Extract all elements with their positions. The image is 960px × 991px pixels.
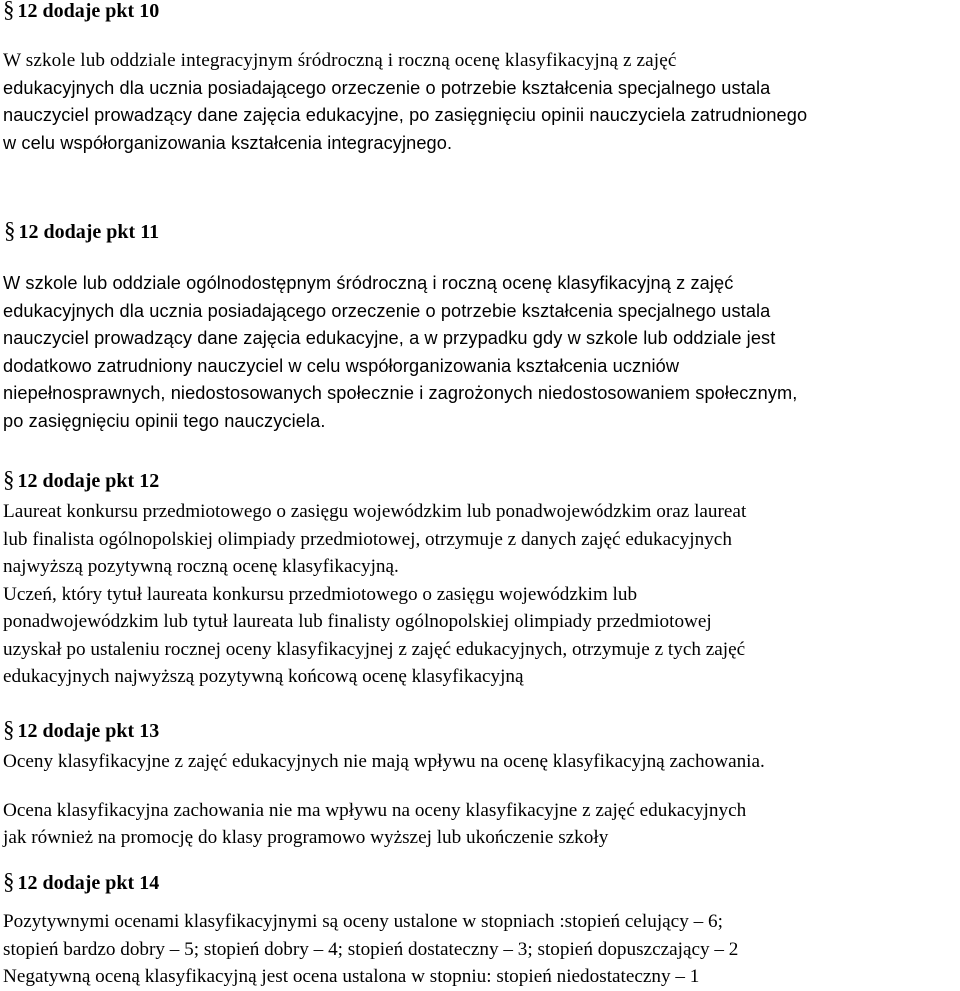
section-title: 12 dodaje pkt 13	[17, 720, 160, 742]
body-line: Negatywną oceną klasyfikacyjną jest ocena ustalona w stopniu: stopień niedostateczny – 1	[3, 966, 700, 987]
body-line: W szkole lub oddziale integracyjnym śródroczną i roczną ocenę klasyfikacyjną z zajęć	[3, 50, 677, 71]
body-line: edukacyjnych dla ucznia posiadającego orzeczenie o potrzebie kształcenia specjalnego ustala	[3, 77, 771, 98]
section-body	[3, 270, 959, 435]
body-line: Pozytywnymi ocenami klasyfikacyjnymi są oceny ustalone w stopniach :stopień celujący – 6;	[3, 911, 723, 932]
section-title: 12 dodaje pkt 11	[18, 221, 160, 243]
body-line: w celu współorganizowania kształcenia integracyjnego.	[3, 132, 453, 153]
body-line: Uczeń, który tytuł laureata konkursu przedmiotowego o zasięgu wojewódzkim lub	[3, 583, 638, 605]
section-body	[3, 797, 959, 852]
section-sign: §	[3, 869, 15, 894]
section-heading	[3, 217, 959, 246]
section-heading	[3, 716, 959, 745]
section-pkt-11	[3, 217, 959, 435]
section-title: 12 dodaje pkt 12	[17, 470, 160, 492]
section-heading	[3, 868, 959, 897]
section-body	[3, 47, 959, 157]
section-body	[3, 498, 959, 691]
section-pkt-12	[3, 466, 959, 691]
body-line: ponadwojewódzkim lub tytuł laureata lub finalisty ogólnopolskiej olimpiady przedmiotowej	[3, 611, 712, 632]
section-sign: §	[4, 218, 16, 243]
body-line: W szkole lub oddziale ogólnodostępnym śródroczną i roczną ocenę klasyfikacyjną z zajęć	[3, 273, 734, 293]
section-pkt-14	[3, 868, 959, 991]
section-sign: §	[3, 0, 15, 22]
body-line: uzyskał po ustaleniu rocznej oceny klasyfikacyjnej z zajęć edukacyjnych, otrzymuje z tych zajęć	[3, 638, 746, 660]
body-line: Oceny klasyfikacyjne z zajęć edukacyjnych nie mają wpływu na ocenę klasyfikacyjną zachowania.	[3, 751, 765, 772]
body-line: stopień bardzo dobry – 5; stopień dobry – 4; stopień dostateczny – 3; stopień dopuszczający – 2	[3, 938, 739, 960]
section-body	[3, 908, 959, 991]
body-line: Laureat konkursu przedmiotowego o zasięgu wojewódzkim lub ponadwojewódzkim oraz laureat	[3, 501, 747, 522]
section-title: 12 dodaje pkt 10	[17, 0, 160, 22]
section-sign: §	[3, 717, 15, 742]
section-heading	[3, 466, 959, 495]
section-sign: §	[3, 467, 15, 492]
section-title: 12 dodaje pkt 14	[17, 872, 160, 894]
body-line: lub finalista ogólnopolskiej olimpiady przedmiotowej, otrzymuje z danych zajęć edukacyjnych	[3, 528, 732, 550]
section-pkt-10	[3, 0, 959, 157]
body-line: jak również na promocję do klasy programowo wyższej lub ukończenie szkoły	[3, 827, 609, 848]
body-line: najwyższą pozytywną roczną ocenę klasyfikacyjną.	[3, 556, 399, 577]
section-body	[3, 748, 959, 776]
body-line: po zasięgnięciu opinii tego nauczyciela.	[3, 410, 326, 431]
body-line: edukacyjnych najwyższą pozytywną końcową ocenę klasyfikacyjną	[3, 666, 524, 687]
body-line: nauczyciel prowadzący dane zajęcia edukacyjne, a w przypadku gdy w szkole lub oddziale jest	[3, 328, 776, 348]
section-pkt-13	[3, 716, 959, 852]
body-line: Ocena klasyfikacyjna zachowania nie ma wpływu na oceny klasyfikacyjne z zajęć edukacyjnych	[3, 799, 747, 821]
body-line: nauczyciel prowadzący dane zajęcia edukacyjne, po zasięgnięciu opinii nauczyciela zatrudnionego	[3, 105, 808, 125]
section-heading	[3, 0, 959, 25]
body-line: edukacyjnych dla ucznia posiadającego orzeczenie o potrzebie kształcenia specjalnego ustala	[3, 300, 771, 321]
body-line: dodatkowo zatrudniony nauczyciel w celu współorganizowania kształcenia uczniów	[3, 355, 680, 376]
body-line: niepełnosprawnych, niedostosowanych społecznie i zagrożonych niedostosowaniem społecznym,	[3, 383, 798, 403]
